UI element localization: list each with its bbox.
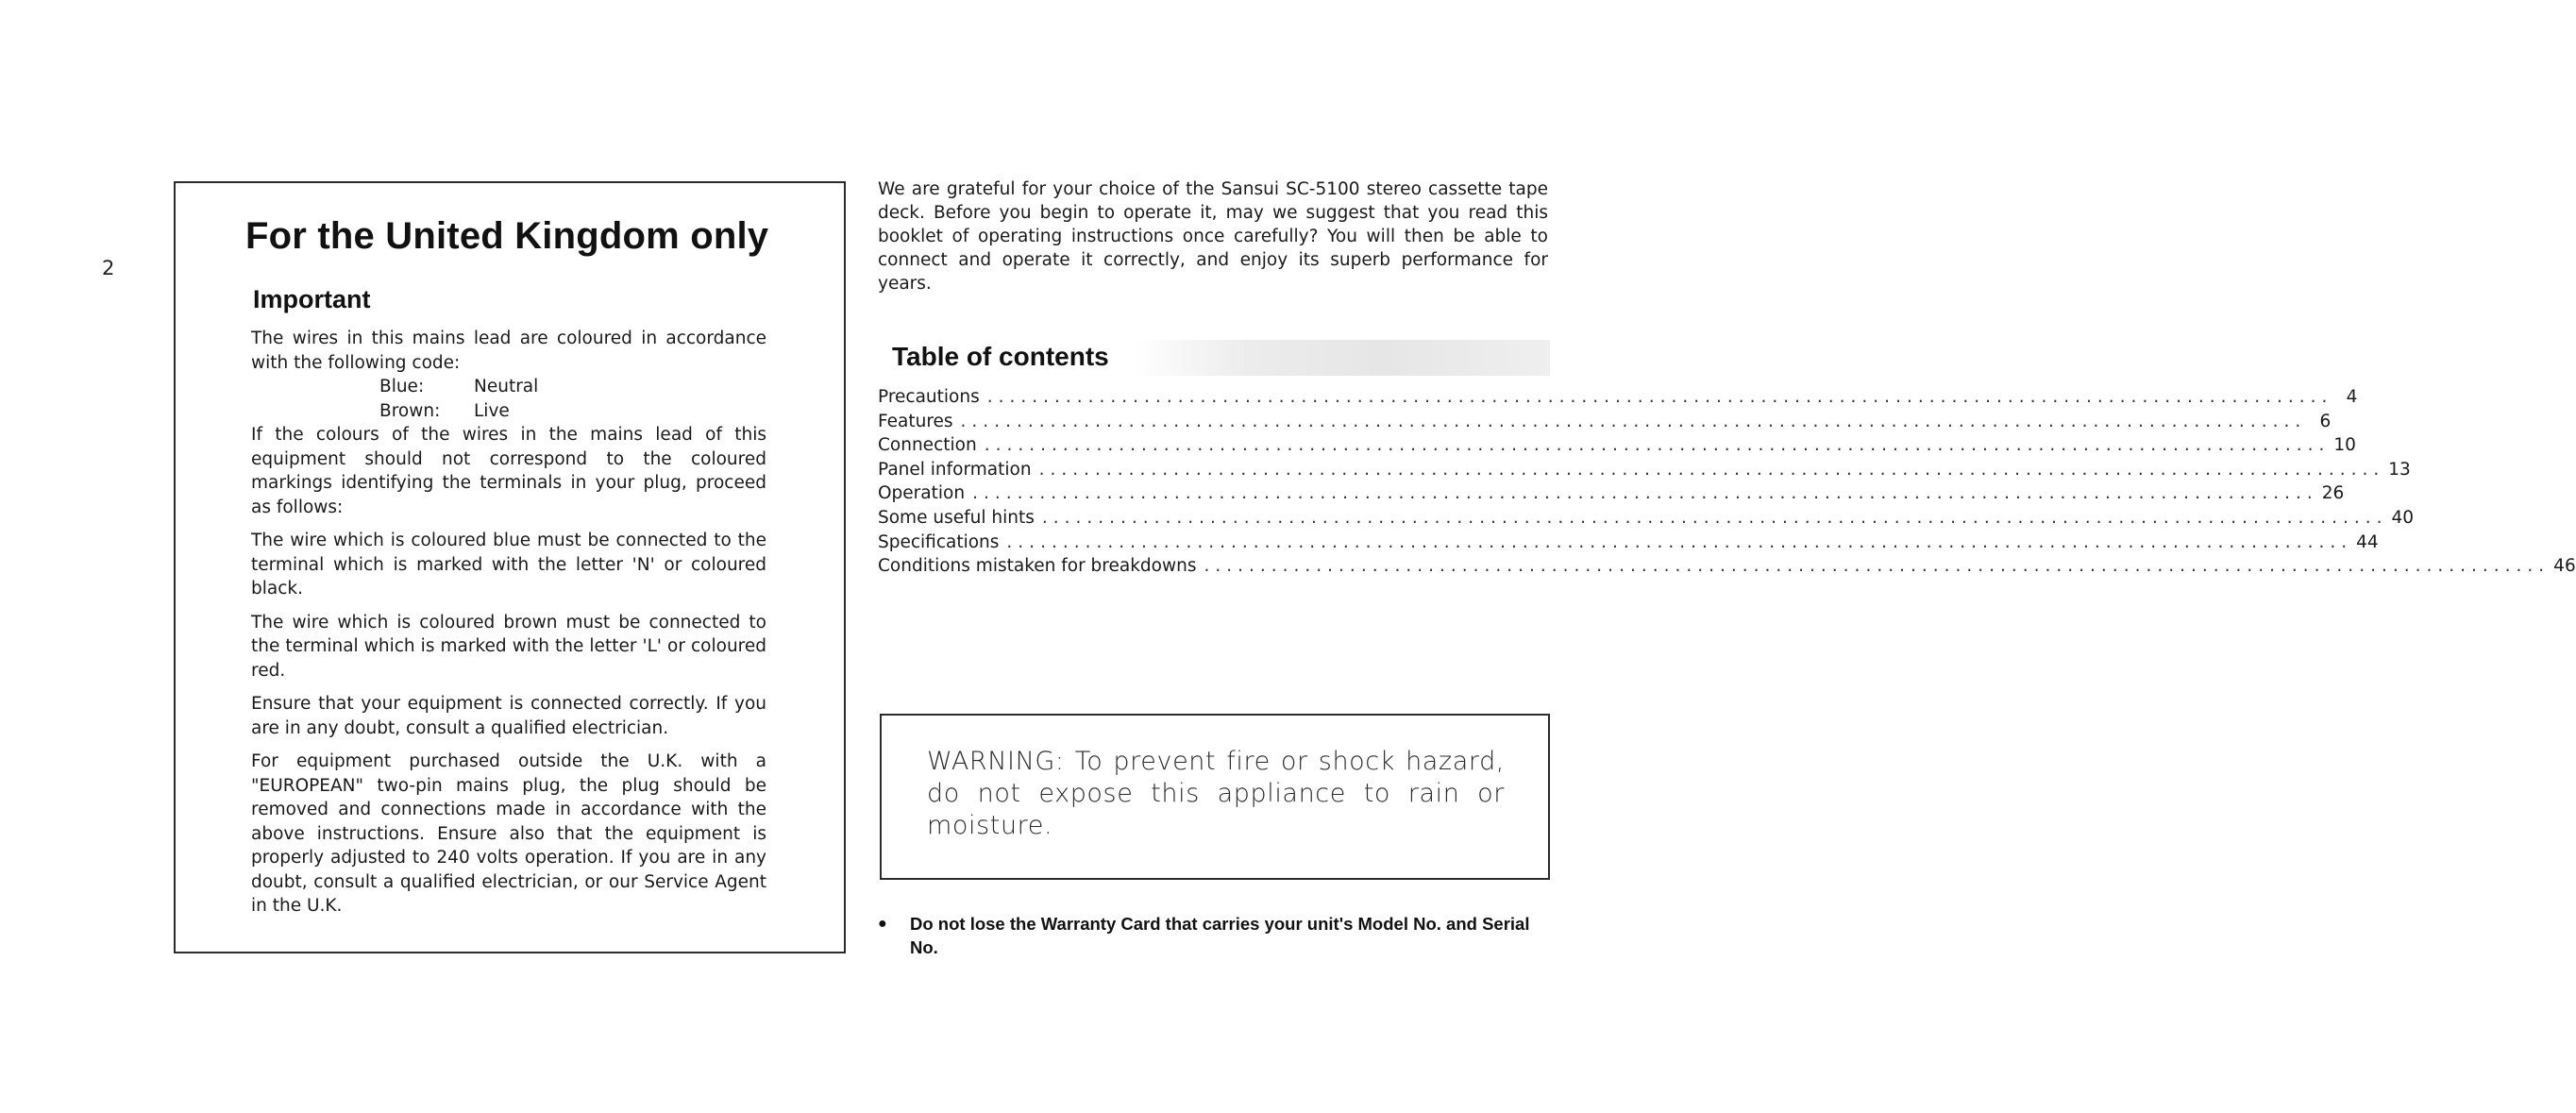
toc-entry-label: Precautions bbox=[878, 387, 980, 407]
uk-paragraph: Ensure that your equipment is connected correctly. If you are in any doubt, consult a qualified electrician. bbox=[251, 694, 766, 738]
toc-leader-dots: ........................................................................................................................ bbox=[1041, 507, 2388, 528]
toc-entry-label: Panel information bbox=[878, 459, 1032, 480]
toc-entry-label: Operation bbox=[878, 483, 966, 504]
code-colour: Brown: bbox=[379, 400, 441, 421]
toc-entry-page: 40 bbox=[2391, 507, 2415, 528]
page-number: 2 bbox=[102, 257, 115, 279]
uk-section-body bbox=[251, 327, 766, 928]
code-row-brown bbox=[379, 399, 766, 424]
toc-leader-dots: ........................................................................................................................ bbox=[1038, 459, 2385, 480]
uk-section-title: For the United Kingdom only bbox=[245, 215, 769, 257]
toc-entry-label: Conditions mistaken for breakdowns bbox=[878, 556, 1197, 577]
important-heading: Important bbox=[253, 285, 371, 313]
toc-entry bbox=[878, 531, 2379, 555]
toc-entry-page: 26 bbox=[2321, 483, 2345, 504]
toc-entry-label: Specifications bbox=[878, 531, 1000, 552]
toc-entry bbox=[878, 554, 2576, 579]
toc-leader-dots: ........................................................................................................................ bbox=[960, 411, 2307, 431]
wire-colour-code bbox=[379, 375, 766, 423]
code-meaning: Neutral bbox=[474, 377, 539, 396]
toc-entry-page: 4 bbox=[2346, 387, 2358, 407]
toc-entry-page: 13 bbox=[2388, 459, 2411, 480]
toc-entry-page: 46 bbox=[2553, 556, 2576, 577]
warning-text: WARNING: To prevent fire or shock hazard, do not expose this appliance to rain or moisture. bbox=[927, 747, 1505, 840]
code-meaning: Live bbox=[474, 400, 510, 421]
uk-paragraph: The wire which is coloured blue must be connected to the terminal which is marked with the letter 'N' or coloured black. bbox=[251, 531, 766, 599]
code-colour: Blue: bbox=[379, 377, 425, 396]
toc-leader-dots: ........................................................................................................................ bbox=[1204, 556, 2551, 577]
bullet-icon: ● bbox=[878, 916, 887, 932]
toc-entry-page: 10 bbox=[2333, 435, 2356, 456]
toc-entry-page: 6 bbox=[2319, 411, 2332, 431]
intro-paragraph: We are grateful for your choice of the Sansui SC-5100 stereo cassette tape deck. Before you begin to operate it, may we suggest that you read this booklet of operating instructions once carefully? You will then be able to connect and operate it correctly, and enjoy its superb performance for years. bbox=[878, 179, 1548, 294]
toc-entry bbox=[878, 458, 2411, 482]
wire-code-intro: The wires in this mains lead are coloured in accordance with the following code: bbox=[251, 329, 766, 373]
toc-leader-dots: ........................................................................................................................ bbox=[1006, 531, 2353, 552]
toc-entry bbox=[878, 506, 2415, 531]
warranty-note-text: Do not lose the Warranty Card that carries your unit's Model No. and Serial No. bbox=[910, 914, 1530, 957]
toc-entry bbox=[878, 410, 2332, 434]
toc-leader-dots: ........................................................................................................................ bbox=[986, 387, 2333, 407]
toc-entry-page: 44 bbox=[2356, 531, 2379, 552]
table-of-contents bbox=[878, 385, 2576, 579]
toc-leader-dots: ........................................................................................................................ bbox=[984, 435, 2331, 456]
uk-paragraph: The wire which is coloured brown must be connected to the terminal which is marked with the letter 'L' or coloured red. bbox=[251, 612, 766, 681]
toc-entry bbox=[878, 433, 2356, 458]
uk-paragraph: If the colours of the wires in the mains lead of this equipment should not correspond to the coloured markings identifying the terminals in your plug, proceed as follows: bbox=[251, 425, 766, 517]
warning-box bbox=[880, 714, 1550, 880]
toc-leader-dots: ........................................................................................................................ bbox=[972, 483, 2318, 504]
toc-entry bbox=[878, 481, 2345, 506]
toc-entry-label: Some useful hints bbox=[878, 507, 1035, 528]
toc-entry bbox=[878, 385, 2358, 410]
warranty-note bbox=[878, 912, 1548, 959]
toc-entry-label: Features bbox=[878, 411, 953, 431]
code-row-blue bbox=[379, 375, 766, 399]
uk-paragraph: For equipment purchased outside the U.K. with a "EUROPEAN" two-pin mains plug, the plug should be removed and connections made in accordance with the above instructions. Ensure also that the equipment is properly adjusted to 240 volts operation. If you are in any doubt, consult a qualified electrician, or our Service Agent in the U.K. bbox=[251, 751, 766, 916]
uk-only-box bbox=[174, 181, 846, 953]
intro-block bbox=[878, 177, 1548, 295]
toc-heading: Table of contents bbox=[892, 342, 1109, 371]
toc-entry-label: Connection bbox=[878, 435, 977, 456]
